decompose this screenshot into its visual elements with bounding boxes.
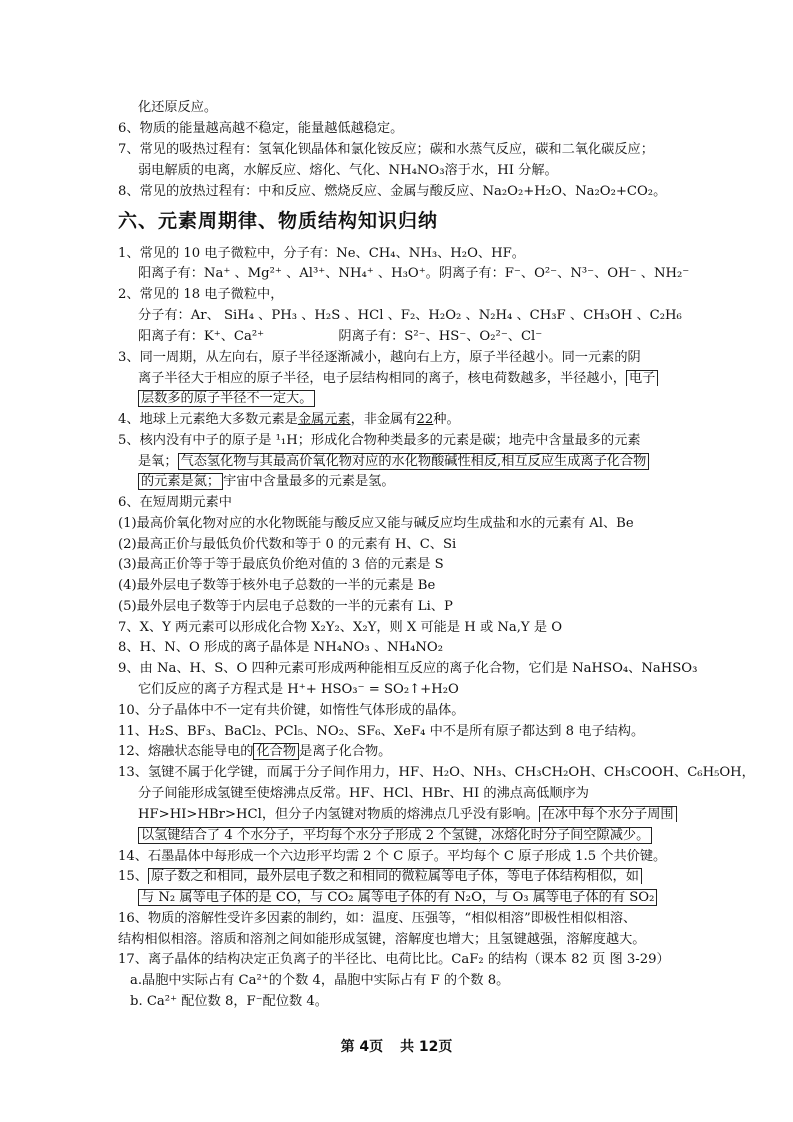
text-span: 阳离子有：K⁺、Ca²⁺ xyxy=(138,329,265,344)
text-span: HF>HI>HBr>HCl，但分子内氢键对物质的熔沸点几乎没有影响。 xyxy=(138,807,539,822)
text-line: 分子间能形成氢键至使熔沸点反常。HF、HCl、HBr、HI 的沸点高低顺序为 xyxy=(138,786,589,801)
text-span: 种。 xyxy=(433,412,460,427)
text-line: 8、H、N、O 形成的离子晶体是 NH₄NO₃ 、NH₄NO₂ xyxy=(118,640,443,655)
text-line: 阳离子有：Na⁺ 、Mg²⁺ 、Al³⁺、NH₄⁺ 、H₃O⁺。阴离子有：F⁻、O²⁻、N³⁻、OH⁻ 、NH₂⁻ xyxy=(138,266,690,281)
text-line: 6、在短周期元素中 xyxy=(118,495,232,510)
text-line xyxy=(138,472,395,492)
text-line: 7、X、Y 两元素可以形成化合物 X₂Y₂、X₂Y，则 X 可能是 H 或 Na,Y 是 O xyxy=(118,620,563,635)
text-line: (2)最高正价与最低负价代数和等于 0 的元素有 H、C、Si xyxy=(118,537,457,552)
text-line: 3、同一周期，从左向右，原子半径逐渐减小，越向右上方，原子半径越小。同一元素的阴 xyxy=(118,350,641,365)
text-line xyxy=(118,867,642,887)
text-span: ，非金属有 xyxy=(350,412,417,427)
text-line: 6、物质的能量越高越不稳定，能量越低越稳定。 xyxy=(118,121,404,136)
text-span: 离子半径大于相应的原子半径，电子层结构相同的离子，核电荷数越多，半径越小， xyxy=(138,371,626,386)
text-line: 10、分子晶体中不一定有共价键，如惰性气体形成的晶体。 xyxy=(118,703,465,718)
text-line xyxy=(138,452,649,472)
text-line xyxy=(138,369,658,389)
text-span: 是离子化合物。 xyxy=(299,744,392,759)
text-span: 是氧； xyxy=(138,454,178,469)
text-span: 宇宙中含量最多的元素是氢。 xyxy=(223,474,395,489)
text-line: 5、核内没有中子的原子是 ¹₁H；形成化合物种类最多的元素是碳；地壳中含量最多的元素 xyxy=(118,433,641,448)
section-heading: 六、元素周期律、物质结构知识归纳 xyxy=(118,210,439,232)
boxed-text: 层数多的原子半径不一定大。 xyxy=(138,390,315,407)
page-number: 第 4页 xyxy=(340,1039,384,1055)
text-line xyxy=(138,888,657,908)
text-line: 14、石墨晶体中每形成一个六边形平均需 2 个 C 原子。平均每个 C 原子形成 1.5 个共价键。 xyxy=(118,849,667,864)
text-line: (3)最高正价等于等于最底负价绝对值的 3 倍的元素是 S xyxy=(118,557,444,572)
text-line: 化还原反应。 xyxy=(138,100,218,115)
text-line: 结构相似相溶。溶质和溶剂之间如能形成氢键，溶解度也增大；且氢键越强，溶解度越大。 xyxy=(118,932,646,947)
boxed-text: 化合物 xyxy=(253,743,299,760)
text-line: 17、离子晶体的结构决定正负离子的半径比、电荷比比。CaF₂ 的结构（课本 82 页 图 3-29） xyxy=(118,952,670,967)
text-line: 2、常见的 18 电子微粒中， xyxy=(118,287,284,302)
boxed-text: 气态氢化物与其最高价氧化物对应的水化物酸碱性相反,相互反应生成离子化合物 xyxy=(178,453,650,470)
text-line: 分子有：Ar、 SiH₄ 、PH₃ 、H₂S 、HCl 、F₂、H₂O₂ 、N₂H₄ 、CH₃F 、CH₃OH 、C₂H₆ xyxy=(138,308,682,323)
text-line: 11、H₂S、BF₃、BaCl₂、PCl₅、NO₂、SF₆、XeF₄ 中不是所有原子都达到 8 电子结构。 xyxy=(118,724,645,739)
text-line: 1、常见的 10 电子微粒中，分子有：Ne、CH₄、NH₃、H₂O、HF。 xyxy=(118,246,525,261)
text-line xyxy=(138,805,677,825)
boxed-text: 原子数之和相同，最外层电子数之和相同的微粒属等电子体，等电子体结构相似，如 xyxy=(148,868,642,884)
text-line xyxy=(118,742,391,762)
text-line: 9、由 Na、H、S、O 四种元素可形成两种能相互反应的离子化合物，它们是 NaHSO₄、NaHSO₃ xyxy=(118,661,698,676)
text-line xyxy=(118,410,460,430)
text-line xyxy=(138,327,542,347)
text-line: (1)最高价氧化物对应的水化物既能与酸反应又能与碱反应均生成盐和水的元素有 Al、Be xyxy=(118,516,634,531)
text-line: 它们反应的离子方程式是 H⁺+ HSO₃⁻ = SO₂↑+H₂O xyxy=(138,682,459,697)
underlined-text: 金属元素 xyxy=(297,412,351,427)
text-line: 弱电解质的电离，水解反应、熔化、气化、NH₄NO₃溶于水，HI 分解。 xyxy=(138,163,558,178)
text-line: a.晶胞中实际占有 Ca²⁺的个数 4，晶胞中实际占有 F 的个数 8。 xyxy=(130,973,510,988)
text-span: 15、 xyxy=(118,869,148,884)
boxed-text: 在冰中每个水分子周围 xyxy=(539,806,677,822)
text-span: 阴离子有：S²⁻、HS⁻、O₂²⁻、Cl⁻ xyxy=(338,329,543,344)
page-total: 共 12页 xyxy=(400,1039,453,1055)
text-span: 4、地球上元素绝大多数元素是 xyxy=(118,412,298,427)
text-line: 7、常见的吸热过程有：氢氧化钡晶体和氯化铵反应；碳和水蒸气反应，碳和二氧化碳反应； xyxy=(118,142,654,157)
boxed-text: 与 N₂ 属等电子体的是 CO，与 CO₂ 属等电子体的有 N₂O，与 O₃ 属等电子体的有 SO₂ xyxy=(138,889,657,906)
text-span: 12、熔融状态能导电的 xyxy=(118,744,254,759)
text-line: (4)最外层电子数等于核外电子总数的一半的元素是 Be xyxy=(118,578,436,593)
text-line: 13、氢键不属于化学键，而属于分子间作用力，HF、H₂O、NH₃、CH₃CH₂OH、CH₃COOH、C₆H₅OH， xyxy=(118,765,755,780)
text-line: 8、常见的放热过程有：中和反应、燃烧反应、金属与酸反应、Na₂O₂+H₂O、Na₂O₂+CO₂。 xyxy=(118,184,667,199)
page-footer xyxy=(0,1036,793,1056)
text-line: (5)最外层电子数等于内层电子总数的一半的元素有 Li、P xyxy=(118,599,453,614)
boxed-text: 电子 xyxy=(626,370,658,386)
text-line xyxy=(138,389,315,409)
boxed-text: 以氢键结合了 4 个水分子，平均每个水分子形成 2 个氢键，冰熔化时分子间空隙减少。 xyxy=(138,827,652,844)
text-line xyxy=(138,826,652,846)
text-line: b. Ca²⁺ 配位数 8，F⁻配位数 4。 xyxy=(130,994,328,1009)
boxed-text: 的元素是氮； xyxy=(138,473,223,490)
underlined-text: 22 xyxy=(416,412,434,427)
text-line: 16、物质的溶解性受许多因素的制约，如：温度、压强等，“相似相溶”即极性相似相溶、 xyxy=(118,911,637,926)
